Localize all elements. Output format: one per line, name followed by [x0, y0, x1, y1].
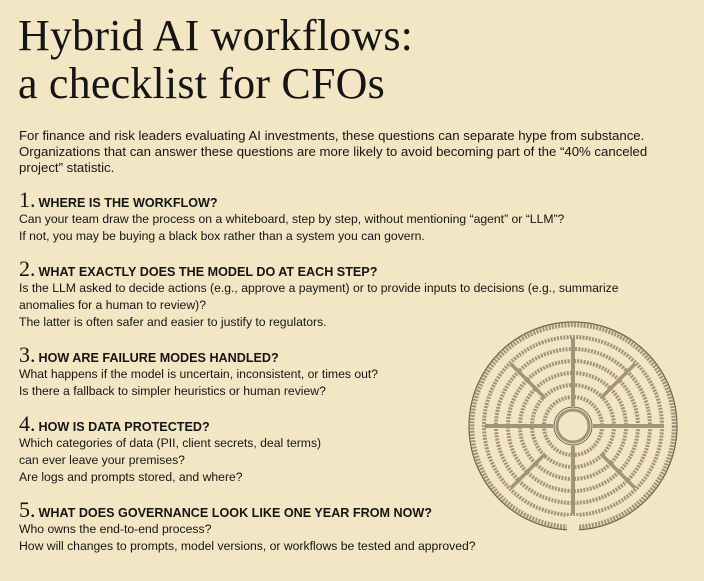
- item-text: Can your team draw the process on a whiteboard, step by step, without mentioning “agent” or “LLM”?: [19, 212, 565, 226]
- title-line-2: a checklist for CFOs: [18, 59, 385, 108]
- item-number: 3.: [19, 342, 36, 367]
- intro-paragraph: [19, 128, 679, 176]
- item-title: WHAT DOES GOVERNANCE LOOK LIKE ONE YEAR FROM NOW?: [38, 506, 432, 520]
- title-line-1: Hybrid AI workflows:: [18, 11, 414, 60]
- item-number: 4.: [19, 411, 36, 436]
- item-text: Are logs and prompts stored, and where?: [19, 470, 243, 484]
- item-text: Is the LLM asked to decide actions (e.g., approve a payment) or to provide inputs to decisions (e.g., summarize: [19, 281, 619, 295]
- checklist-item-1: [19, 189, 659, 245]
- item-number: 2.: [19, 256, 36, 281]
- item-text: The latter is often safer and easier to justify to regulators.: [19, 315, 327, 329]
- item-title: WHERE IS THE WORKFLOW?: [38, 196, 218, 210]
- item-text: anomalies for a human to review)?: [19, 298, 206, 312]
- intro-line-1: For finance and risk leaders evaluating AI investments, these questions can separate hype from substance.: [19, 128, 645, 143]
- intro-line-2: Organizations that can answer these questions are more likely to avoid becoming part of the “40% canceled: [19, 144, 648, 159]
- labyrinth-icon: [467, 320, 679, 532]
- item-title: HOW IS DATA PROTECTED?: [38, 420, 210, 434]
- item-text: How will changes to prompts, model versions, or workflows be tested and approved?: [19, 539, 476, 553]
- item-text: Which categories of data (PII, client secrets, deal terms): [19, 436, 322, 450]
- item-number: 5.: [19, 497, 36, 522]
- item-text: If not, you may be buying a black box rather than a system you can govern.: [19, 229, 425, 243]
- page-title: [18, 12, 413, 108]
- item-title: WHAT EXACTLY DOES THE MODEL DO AT EACH STEP?: [38, 265, 378, 279]
- item-number: 1.: [19, 187, 36, 212]
- item-title: HOW ARE FAILURE MODES HANDLED?: [38, 351, 279, 365]
- item-text: Is there a fallback to simpler heuristics or human review?: [19, 384, 326, 398]
- item-heading: [19, 189, 659, 211]
- intro-line-3: project” statistic.: [19, 160, 115, 175]
- item-text: can ever leave your premises?: [19, 453, 185, 467]
- item-text: Who owns the end-to-end process?: [19, 522, 212, 536]
- item-heading: [19, 258, 659, 280]
- item-text: What happens if the model is uncertain, inconsistent, or times out?: [19, 367, 379, 381]
